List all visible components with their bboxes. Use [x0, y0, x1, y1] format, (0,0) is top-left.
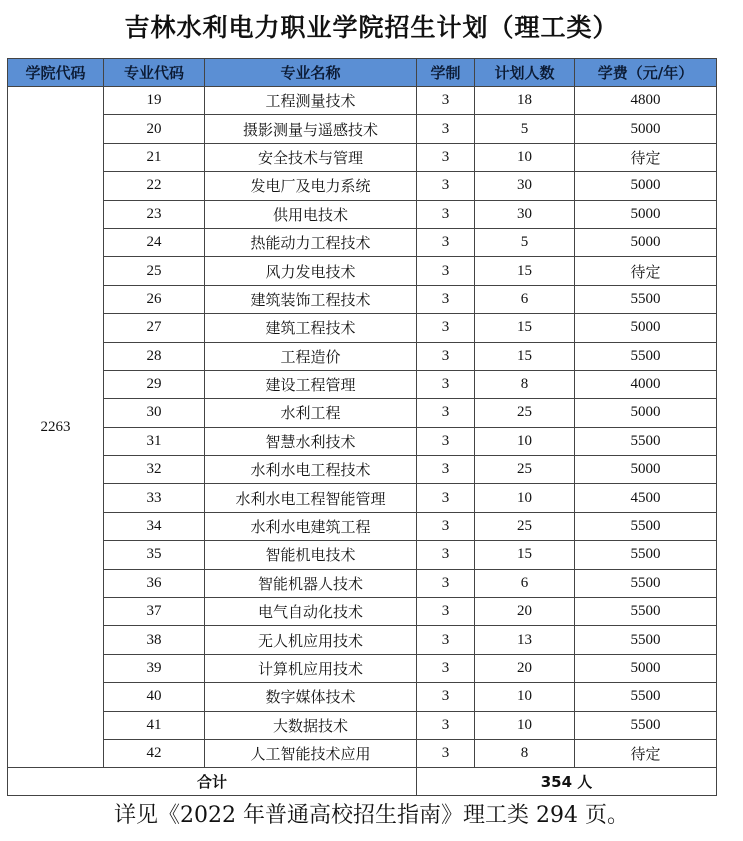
tuition-cell: 待定	[575, 143, 717, 171]
years-cell: 3	[417, 512, 475, 540]
plan-count-cell: 15	[475, 541, 575, 569]
table-row	[8, 569, 717, 597]
major-name-cell: 安全技术与管理	[205, 143, 417, 171]
major-code-cell: 40	[104, 683, 205, 711]
major-name-cell: 人工智能技术应用	[205, 739, 417, 767]
tuition-cell: 5500	[575, 626, 717, 654]
years-cell: 3	[417, 370, 475, 398]
table-header-row	[8, 59, 717, 87]
table-row	[8, 654, 717, 682]
major-code-cell: 34	[104, 512, 205, 540]
table-row	[8, 342, 717, 370]
years-cell: 3	[417, 739, 475, 767]
major-name-cell: 智能机电技术	[205, 541, 417, 569]
header-major-code: 专业代码	[104, 59, 205, 87]
major-name-cell: 电气自动化技术	[205, 598, 417, 626]
major-code-cell: 37	[104, 598, 205, 626]
table-row	[8, 541, 717, 569]
tuition-cell: 5000	[575, 200, 717, 228]
header-tuition: 学费（元/年）	[575, 59, 717, 87]
plan-count-cell: 25	[475, 512, 575, 540]
major-name-cell: 大数据技术	[205, 711, 417, 739]
plan-count-cell: 15	[475, 314, 575, 342]
tuition-cell: 5500	[575, 683, 717, 711]
major-name-cell: 建设工程管理	[205, 370, 417, 398]
plan-count-cell: 20	[475, 598, 575, 626]
tuition-cell: 5000	[575, 456, 717, 484]
plan-count-cell: 10	[475, 484, 575, 512]
major-name-cell: 风力发电技术	[205, 257, 417, 285]
years-cell: 3	[417, 399, 475, 427]
years-cell: 3	[417, 484, 475, 512]
major-name-cell: 工程测量技术	[205, 87, 417, 115]
plan-count-cell: 8	[475, 370, 575, 398]
enrollment-plan-table	[7, 58, 717, 796]
major-code-cell: 39	[104, 654, 205, 682]
plan-count-cell: 15	[475, 342, 575, 370]
plan-count-cell: 10	[475, 427, 575, 455]
plan-count-cell: 10	[475, 711, 575, 739]
major-name-cell: 水利水电建筑工程	[205, 512, 417, 540]
major-code-cell: 30	[104, 399, 205, 427]
table-row	[8, 257, 717, 285]
plan-count-cell: 30	[475, 200, 575, 228]
tuition-cell: 5500	[575, 512, 717, 540]
tuition-cell: 5000	[575, 115, 717, 143]
years-cell: 3	[417, 456, 475, 484]
major-name-cell: 建筑工程技术	[205, 314, 417, 342]
years-cell: 3	[417, 541, 475, 569]
years-cell: 3	[417, 683, 475, 711]
table-row	[8, 370, 717, 398]
major-code-cell: 35	[104, 541, 205, 569]
table-row	[8, 87, 717, 115]
major-code-cell: 28	[104, 342, 205, 370]
total-label: 合计	[8, 768, 417, 796]
college-code-cell: 2263	[8, 87, 104, 768]
footnote: 详见《2022 年普通高校招生指南》理工类 294 页。	[114, 803, 629, 828]
major-name-cell: 水利水电工程技术	[205, 456, 417, 484]
major-name-cell: 建筑装饰工程技术	[205, 285, 417, 313]
plan-count-cell: 20	[475, 654, 575, 682]
table-row	[8, 314, 717, 342]
major-code-cell: 23	[104, 200, 205, 228]
table-row	[8, 739, 717, 767]
major-code-cell: 33	[104, 484, 205, 512]
table-row	[8, 427, 717, 455]
major-code-cell: 29	[104, 370, 205, 398]
table-row	[8, 512, 717, 540]
tuition-cell: 5500	[575, 598, 717, 626]
table-row	[8, 172, 717, 200]
table-row	[8, 200, 717, 228]
major-name-cell: 摄影测量与遥感技术	[205, 115, 417, 143]
table-row	[8, 228, 717, 256]
header-plan-count: 计划人数	[475, 59, 575, 87]
years-cell: 3	[417, 598, 475, 626]
major-code-cell: 24	[104, 228, 205, 256]
major-code-cell: 31	[104, 427, 205, 455]
major-name-cell: 热能动力工程技术	[205, 228, 417, 256]
tuition-cell: 5500	[575, 342, 717, 370]
years-cell: 3	[417, 711, 475, 739]
tuition-cell: 5000	[575, 399, 717, 427]
years-cell: 3	[417, 115, 475, 143]
major-code-cell: 32	[104, 456, 205, 484]
major-code-cell: 27	[104, 314, 205, 342]
plan-count-cell: 25	[475, 399, 575, 427]
major-name-cell: 计算机应用技术	[205, 654, 417, 682]
plan-count-cell: 10	[475, 143, 575, 171]
plan-count-cell: 25	[475, 456, 575, 484]
tuition-cell: 5000	[575, 228, 717, 256]
major-name-cell: 水利水电工程智能管理	[205, 484, 417, 512]
tuition-cell: 4000	[575, 370, 717, 398]
tuition-cell: 待定	[575, 257, 717, 285]
years-cell: 3	[417, 87, 475, 115]
plan-count-cell: 10	[475, 683, 575, 711]
plan-count-cell: 6	[475, 285, 575, 313]
plan-count-cell: 8	[475, 739, 575, 767]
tuition-cell: 5500	[575, 569, 717, 597]
table-row	[8, 683, 717, 711]
plan-count-cell: 13	[475, 626, 575, 654]
major-code-cell: 21	[104, 143, 205, 171]
years-cell: 3	[417, 228, 475, 256]
plan-count-cell: 15	[475, 257, 575, 285]
major-code-cell: 38	[104, 626, 205, 654]
tuition-cell: 待定	[575, 739, 717, 767]
major-code-cell: 19	[104, 87, 205, 115]
years-cell: 3	[417, 569, 475, 597]
table-row	[8, 399, 717, 427]
table-row	[8, 115, 717, 143]
plan-count-cell: 5	[475, 115, 575, 143]
major-name-cell: 智慧水利技术	[205, 427, 417, 455]
major-name-cell: 发电厂及电力系统	[205, 172, 417, 200]
major-code-cell: 20	[104, 115, 205, 143]
tuition-cell: 5500	[575, 711, 717, 739]
major-code-cell: 25	[104, 257, 205, 285]
years-cell: 3	[417, 654, 475, 682]
tuition-cell: 5000	[575, 314, 717, 342]
tuition-cell: 5500	[575, 285, 717, 313]
major-code-cell: 26	[104, 285, 205, 313]
major-name-cell: 工程造价	[205, 342, 417, 370]
table-row	[8, 143, 717, 171]
plan-count-cell: 5	[475, 228, 575, 256]
major-name-cell: 供用电技术	[205, 200, 417, 228]
tuition-cell: 5500	[575, 541, 717, 569]
years-cell: 3	[417, 342, 475, 370]
plan-count-cell: 6	[475, 569, 575, 597]
plan-count-cell: 30	[475, 172, 575, 200]
major-code-cell: 41	[104, 711, 205, 739]
years-cell: 3	[417, 172, 475, 200]
tuition-cell: 4800	[575, 87, 717, 115]
years-cell: 3	[417, 626, 475, 654]
total-row	[8, 768, 717, 796]
table-row	[8, 285, 717, 313]
header-major-name: 专业名称	[205, 59, 417, 87]
table-row	[8, 484, 717, 512]
years-cell: 3	[417, 200, 475, 228]
tuition-cell: 5500	[575, 427, 717, 455]
years-cell: 3	[417, 257, 475, 285]
years-cell: 3	[417, 427, 475, 455]
major-code-cell: 22	[104, 172, 205, 200]
table-row	[8, 711, 717, 739]
table-row	[8, 598, 717, 626]
major-name-cell: 无人机应用技术	[205, 626, 417, 654]
tuition-cell: 5000	[575, 172, 717, 200]
table-row	[8, 626, 717, 654]
years-cell: 3	[417, 143, 475, 171]
major-name-cell: 水利工程	[205, 399, 417, 427]
plan-count-cell: 18	[475, 87, 575, 115]
table-row	[8, 456, 717, 484]
tuition-cell: 5000	[575, 654, 717, 682]
major-code-cell: 36	[104, 569, 205, 597]
page-title: 吉林水利电力职业学院招生计划（理工类）	[124, 13, 619, 42]
total-value: 354 人	[417, 768, 717, 796]
header-years: 学制	[417, 59, 475, 87]
years-cell: 3	[417, 314, 475, 342]
years-cell: 3	[417, 285, 475, 313]
tuition-cell: 4500	[575, 484, 717, 512]
major-code-cell: 42	[104, 739, 205, 767]
major-name-cell: 数字媒体技术	[205, 683, 417, 711]
header-college-code: 学院代码	[8, 59, 104, 87]
major-name-cell: 智能机器人技术	[205, 569, 417, 597]
